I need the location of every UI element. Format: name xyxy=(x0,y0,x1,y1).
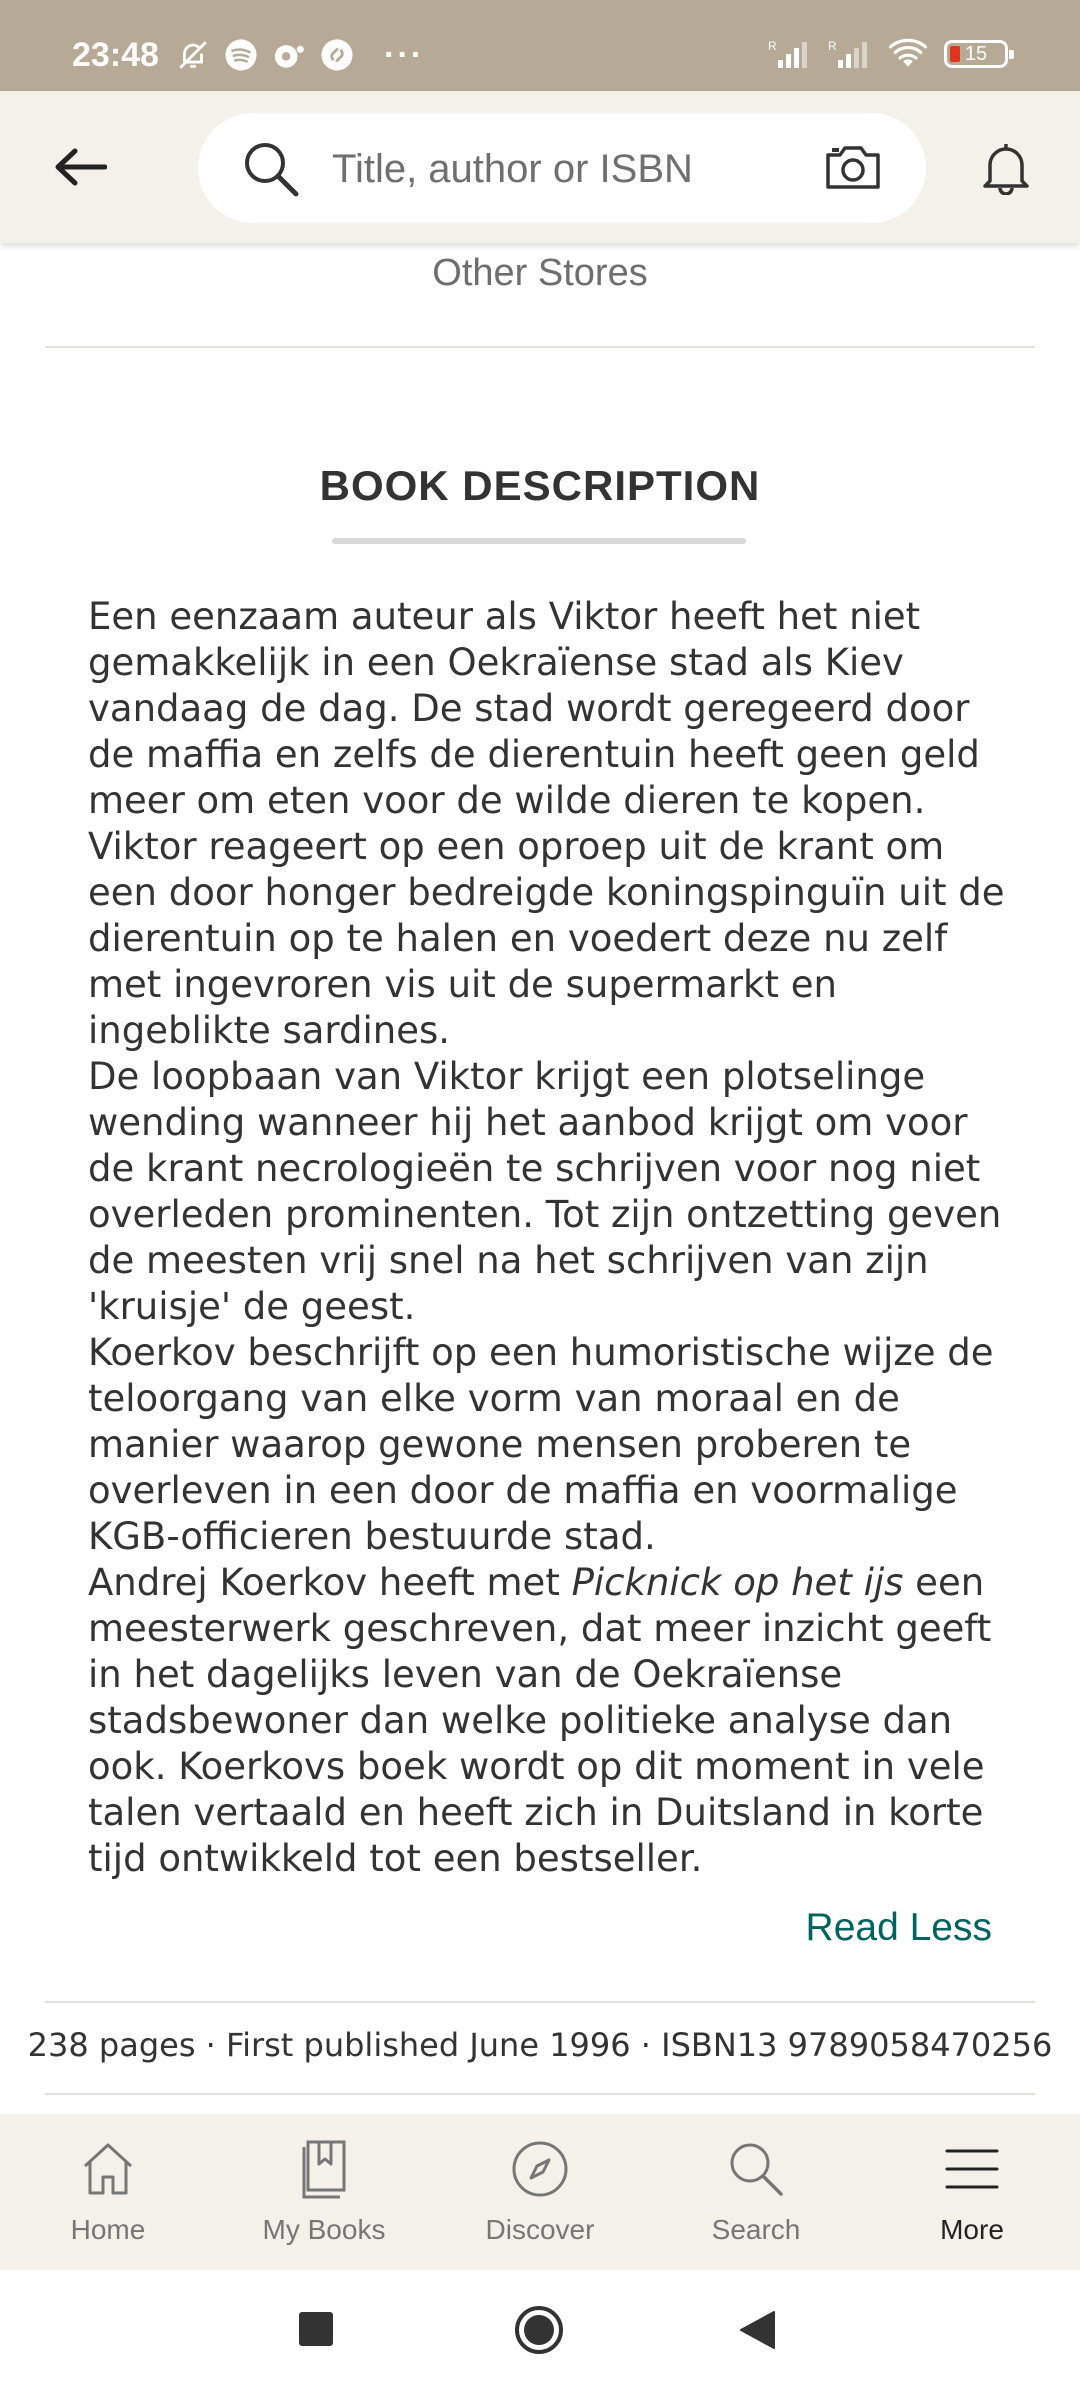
search-icon xyxy=(242,140,300,198)
signal-icon xyxy=(828,38,872,70)
book-description xyxy=(88,594,1008,1882)
description-paragraph: Koerkov beschrijft op een humoristische wijze de teloorgang van elke vorm van moraal en de manier waarop gewone mensen proberen te overleven in een door de maffia en voormalige KGB-officieren bestuurde stad. xyxy=(88,1331,994,1558)
nav-label: My Books xyxy=(262,2214,386,2245)
nav-search[interactable] xyxy=(648,2114,864,2270)
nav-my-books[interactable] xyxy=(216,2114,432,2270)
book-details: 238 pages · First published June 1996 · ISBN13 9789058470256 xyxy=(27,2026,1053,2064)
status-time: 23:48 xyxy=(72,36,159,74)
description-paragraph xyxy=(88,1560,1008,1882)
nav-label: Discover xyxy=(485,2214,595,2245)
compass-icon xyxy=(510,2139,570,2199)
camera-scan-button[interactable] xyxy=(824,143,882,196)
search-input[interactable] xyxy=(330,133,794,205)
other-stores-link[interactable]: Other Stores xyxy=(432,252,648,294)
svg-text:R: R xyxy=(828,39,837,53)
nav-label: More xyxy=(940,2214,1004,2245)
spotify-icon xyxy=(224,38,258,72)
nav-label: Home xyxy=(70,2214,146,2245)
svg-text:R: R xyxy=(768,39,777,53)
search-icon xyxy=(726,2139,786,2199)
recent-apps-button[interactable] xyxy=(297,2310,335,2353)
battery-icon xyxy=(944,40,1008,68)
divider xyxy=(45,2093,1035,2095)
description-text: Andrej Koerkov heeft met xyxy=(88,1561,572,1604)
back-system-button[interactable] xyxy=(738,2310,776,2355)
circle-icon xyxy=(513,2304,565,2356)
home-icon xyxy=(79,2140,137,2198)
my-books-icon xyxy=(299,2139,349,2199)
nav-label: Search xyxy=(711,2214,801,2245)
back-button[interactable] xyxy=(50,137,110,197)
home-system-button[interactable] xyxy=(513,2304,565,2361)
app-header xyxy=(0,91,1080,243)
divider xyxy=(45,2001,1035,2003)
section-title-underline xyxy=(332,538,746,544)
shazam-icon xyxy=(320,38,354,72)
description-text: een meesterwerk geschreven, dat meer inzicht geeft in het dagelijks leven van de Oekraïense stadsbewoner dan welke politieke analyse dan ook. Koerkovs boek wordt op dit moment in vele talen vertaald en heeft zich in Duitsland in korte tijd ontwikkeld tot een bestseller. xyxy=(88,1561,992,1880)
bottom-navigation xyxy=(0,2114,1080,2270)
search-bar[interactable] xyxy=(198,113,926,223)
section-title: BOOK DESCRIPTION xyxy=(319,462,761,509)
nav-home[interactable] xyxy=(0,2114,216,2270)
signal-icon xyxy=(768,38,812,70)
system-navigation-bar xyxy=(0,2270,1080,2400)
bell-icon xyxy=(982,141,1030,195)
camera-icon xyxy=(824,143,882,191)
status-icons-left xyxy=(176,38,424,72)
status-bar xyxy=(0,0,1080,91)
wifi-icon xyxy=(888,38,928,70)
arrow-left-icon xyxy=(53,147,107,187)
nav-discover[interactable] xyxy=(432,2114,648,2270)
description-paragraph: De loopbaan van Viktor krijgt een plotselinge wending wanneer hij het aanbod krijgt om voor de krant necrologieën te schrijven voor nog niet overleden prominenten. Tot zijn ontzetting geven de meesten vrij snel na het schrijven van zijn 'kruisje' de geest. xyxy=(88,1055,1002,1328)
square-icon xyxy=(297,2310,335,2348)
divider xyxy=(45,346,1035,348)
radio-icon xyxy=(272,38,306,72)
menu-icon xyxy=(944,2147,1000,2191)
status-icons-right xyxy=(768,38,1008,70)
description-paragraph: Een eenzaam auteur als Viktor heeft het niet gemakkelijk in een Oekraïense stad als Kiev vandaag de dag. De stad wordt geregeerd door de maffia en zelfs de dierentuin heeft geen geld meer om eten voor de wilde dieren te kopen. Viktor reageert op een oproep uit de krant om een door honger bedreigde koningspinguïn uit de dierentuin op te halen en voedert deze nu zelf met ingevroren vis uit de supermarkt en ingeblikte sardines. xyxy=(88,595,1005,1052)
bell-muted-icon xyxy=(176,38,210,72)
nav-more[interactable] xyxy=(864,2114,1080,2270)
triangle-back-icon xyxy=(738,2310,776,2350)
battery-level: 15 xyxy=(964,42,988,65)
book-title-italic: Picknick op het ijs xyxy=(571,1561,904,1604)
notifications-button[interactable] xyxy=(982,141,1030,200)
read-less-button[interactable]: Read Less xyxy=(805,1906,992,1949)
more-notifications-indicator: ··· xyxy=(384,36,424,74)
